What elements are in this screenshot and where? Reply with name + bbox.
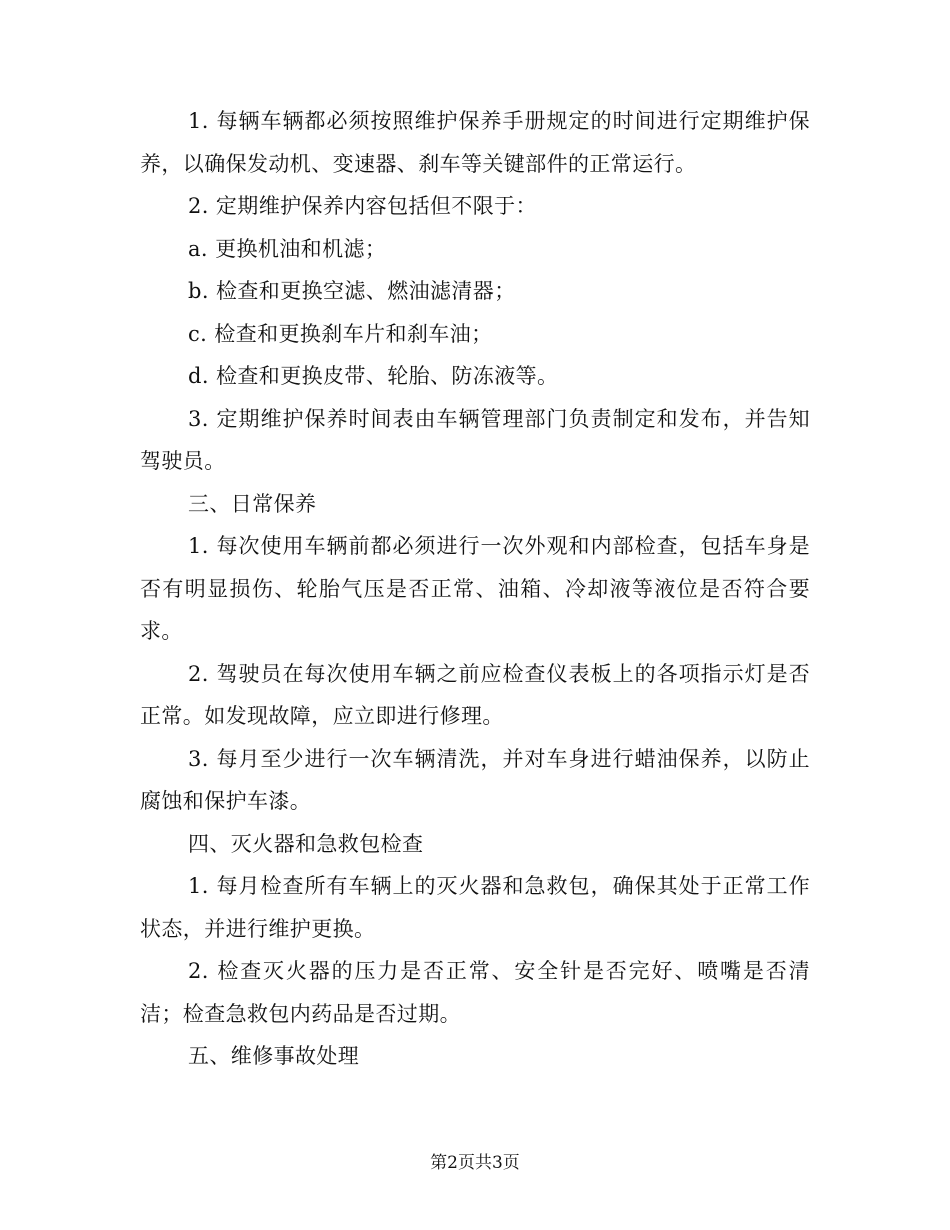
- paragraph-extinguisher-check: 2. 检查灭火器的压力是否正常、安全针是否完好、喷嘴是否清洁；检查急救包内药品是否过期。: [140, 959, 810, 1026]
- section-heading-daily-maintenance: 三、日常保养: [188, 491, 317, 516]
- page-number: 第2页共3页: [430, 1153, 520, 1173]
- list-item-brakes: c. 检查和更换刹车片和刹车油；: [188, 321, 493, 346]
- paragraph-timetable: 3. 定期维护保养时间表由车辆管理部门负责制定和发布，并告知驾驶员。: [140, 406, 810, 473]
- list-item-filters: b. 检查和更换空滤、燃油滤清器；: [188, 279, 516, 303]
- paragraph-monthly-wash: 3. 每月至少进行一次车辆清洗，并对车身进行蜡油保养，以防止腐蚀和保护车漆。: [140, 746, 810, 813]
- paragraph-maintenance-content: 2. 定期维护保养内容包括但不限于：: [188, 194, 537, 218]
- paragraph-maintenance-schedule: 1. 每辆车辆都必须按照维护保养手册规定的时间进行定期维护保养，以确保发动机、变速器、刹车等关键部件的正常运行。: [140, 109, 810, 176]
- list-item-oil: a. 更换机油和机滤；: [188, 236, 387, 261]
- paragraph-dashboard-check: 2. 驾驶员在每次使用车辆之前应检查仪表板上的各项指示灯是否正常。如发现故障，应立即进行修理。: [140, 661, 810, 728]
- paragraph-monthly-equipment-check: 1. 每月检查所有车辆上的灭火器和急救包，确保其处于正常工作状态，并进行维护更换。: [140, 874, 810, 941]
- section-heading-safety-equipment: 四、灭火器和急救包检查: [188, 831, 424, 856]
- paragraph-pre-use-inspection: 1. 每次使用车辆前都必须进行一次外观和内部检查，包括车身是否有明显损伤、轮胎气压是否正常、油箱、冷却液等液位是否符合要求。: [140, 534, 810, 643]
- section-heading-repair-accidents: 五、维修事故处理: [188, 1044, 360, 1068]
- document-body: [140, 100, 810, 1078]
- list-item-belts-tires: d. 检查和更换皮带、轮胎、防冻液等。: [188, 364, 559, 388]
